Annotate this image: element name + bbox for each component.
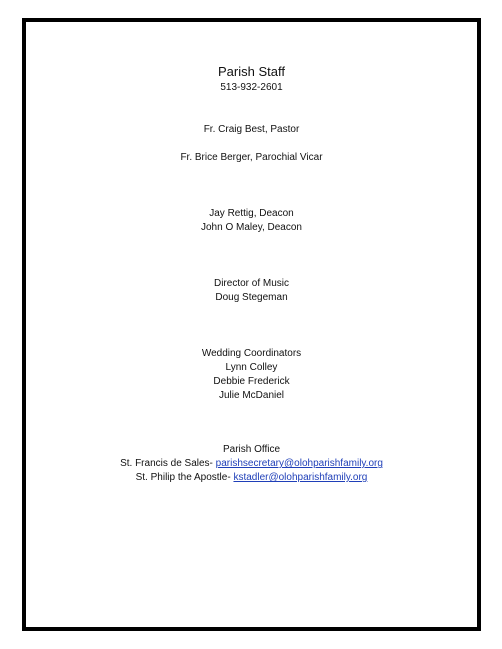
office-label-st-philip: St. Philip the Apostle- xyxy=(135,472,234,483)
wedding-heading: Wedding Coordinators xyxy=(201,348,302,359)
parish-phone: 513-932-2601 xyxy=(220,82,283,93)
deacon-line-1: Jay Rettig, Deacon xyxy=(209,208,294,219)
office-heading: Parish Office xyxy=(222,444,281,455)
wedding-coordinator-3: Julie McDaniel xyxy=(218,390,285,401)
page-title: Parish Staff xyxy=(218,64,285,79)
email-link-st-philip[interactable]: kstadler@olohparishfamily.org xyxy=(233,472,368,483)
page-frame xyxy=(22,18,481,631)
wedding-coordinator-2: Debbie Frederick xyxy=(213,376,290,387)
email-link-st-francis[interactable]: parishsecretary@olohparishfamily.org xyxy=(215,458,383,469)
vicar-line: Fr. Brice Berger, Parochial Vicar xyxy=(180,152,323,163)
wedding-coordinator-1: Lynn Colley xyxy=(225,362,278,373)
office-contact-st-philip xyxy=(26,471,477,484)
office-label-st-francis: St. Francis de Sales- xyxy=(120,458,216,469)
pastor-line: Fr. Craig Best, Pastor xyxy=(203,124,300,135)
music-heading: Director of Music xyxy=(213,278,289,289)
music-director-name: Doug Stegeman xyxy=(215,292,288,303)
office-contact-st-francis xyxy=(26,457,477,470)
deacon-line-2: John O Maley, Deacon xyxy=(201,222,302,233)
